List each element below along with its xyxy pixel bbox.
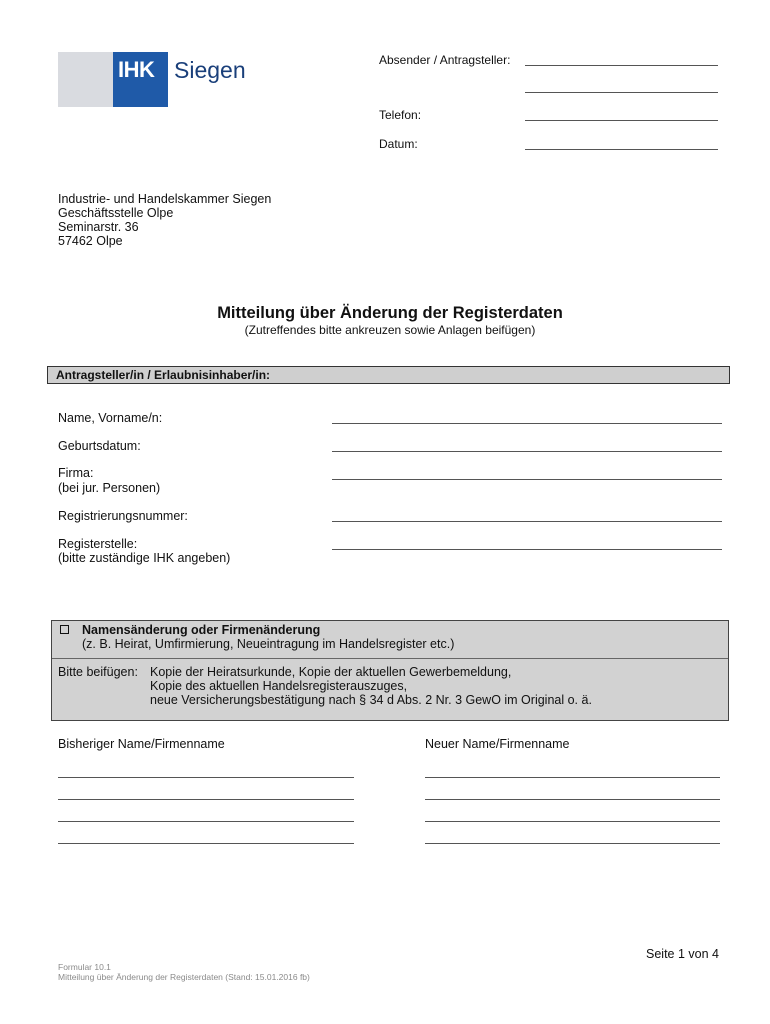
- applicant-section-header: Antragsteller/in / Erlaubnisinhaber/in:: [47, 366, 730, 384]
- previous-name-heading: Bisheriger Name/Firmenname: [58, 737, 225, 751]
- phone-line[interactable]: [525, 120, 718, 121]
- registration-number-line[interactable]: [332, 521, 722, 522]
- name-line[interactable]: [332, 423, 722, 424]
- attach-item: Kopie des aktuellen Handelsregisterauszuges,: [150, 679, 408, 693]
- name-change-checkbox[interactable]: [60, 625, 69, 634]
- ihk-logo: [58, 52, 246, 107]
- new-name-line[interactable]: [425, 821, 720, 822]
- address-line: 57462 Olpe: [58, 234, 123, 248]
- birthdate-label: Geburtsdatum:: [58, 439, 141, 453]
- address-line: Geschäftsstelle Olpe: [58, 206, 174, 220]
- date-label: Datum:: [379, 137, 418, 151]
- company-label: Firma:: [58, 466, 94, 480]
- new-name-line[interactable]: [425, 799, 720, 800]
- address-line: Seminarstr. 36: [58, 220, 139, 234]
- birthdate-line[interactable]: [332, 451, 722, 452]
- phone-label: Telefon:: [379, 108, 422, 122]
- attach-label: Bitte beifügen:: [58, 665, 138, 679]
- recipient-address: [58, 192, 271, 248]
- registry-label: Registerstelle:: [58, 537, 138, 551]
- name-label: Name, Vorname/n:: [58, 411, 163, 425]
- logo-abbr: IHK: [118, 57, 155, 82]
- company-note: (bei jur. Personen): [58, 481, 161, 495]
- footer: [58, 962, 310, 982]
- sender-label: Absender / Antragsteller:: [379, 53, 511, 67]
- sender-line-2[interactable]: [525, 92, 718, 93]
- new-name-line[interactable]: [425, 777, 720, 778]
- logo-grey-square: [58, 52, 113, 107]
- address-line: Industrie- und Handelskammer Siegen: [58, 192, 272, 206]
- name-change-heading: Namensänderung oder Firmenänderung: [82, 623, 321, 637]
- previous-name-line[interactable]: [58, 821, 354, 822]
- document-subtitle: (Zutreffendes bitte ankreuzen sowie Anlagen beifügen): [244, 323, 536, 337]
- attach-item: Kopie der Heiratsurkunde, Kopie der aktuellen Gewerbemeldung,: [150, 665, 512, 679]
- attach-item: neue Versicherungsbestätigung nach § 34 d Abs. 2 Nr. 3 GewO im Original o. ä.: [150, 693, 592, 707]
- company-line[interactable]: [332, 479, 722, 480]
- date-line[interactable]: [525, 149, 718, 150]
- logo-city: Siegen: [174, 57, 246, 83]
- page-number: Seite 1 von 4: [646, 947, 719, 961]
- footer-form-id: Formular 10.1: [58, 962, 111, 972]
- previous-name-line[interactable]: [58, 799, 354, 800]
- box-divider: [52, 658, 728, 659]
- new-name-heading: Neuer Name/Firmenname: [425, 737, 570, 751]
- new-name-line[interactable]: [425, 843, 720, 844]
- previous-name-line[interactable]: [58, 777, 354, 778]
- document-title: Mitteilung über Änderung der Registerdaten: [217, 304, 563, 322]
- previous-name-line[interactable]: [58, 843, 354, 844]
- registration-number-label: Registrierungsnummer:: [58, 509, 188, 523]
- name-change-note: (z. B. Heirat, Umfirmierung, Neueintragung im Handelsregister etc.): [82, 637, 455, 651]
- sender-line-1[interactable]: [525, 65, 718, 66]
- registry-note: (bitte zuständige IHK angeben): [58, 551, 231, 565]
- registry-line[interactable]: [332, 549, 722, 550]
- footer-form-caption: Mitteilung über Änderung der Registerdaten (Stand: 15.01.2016 fb): [58, 972, 310, 982]
